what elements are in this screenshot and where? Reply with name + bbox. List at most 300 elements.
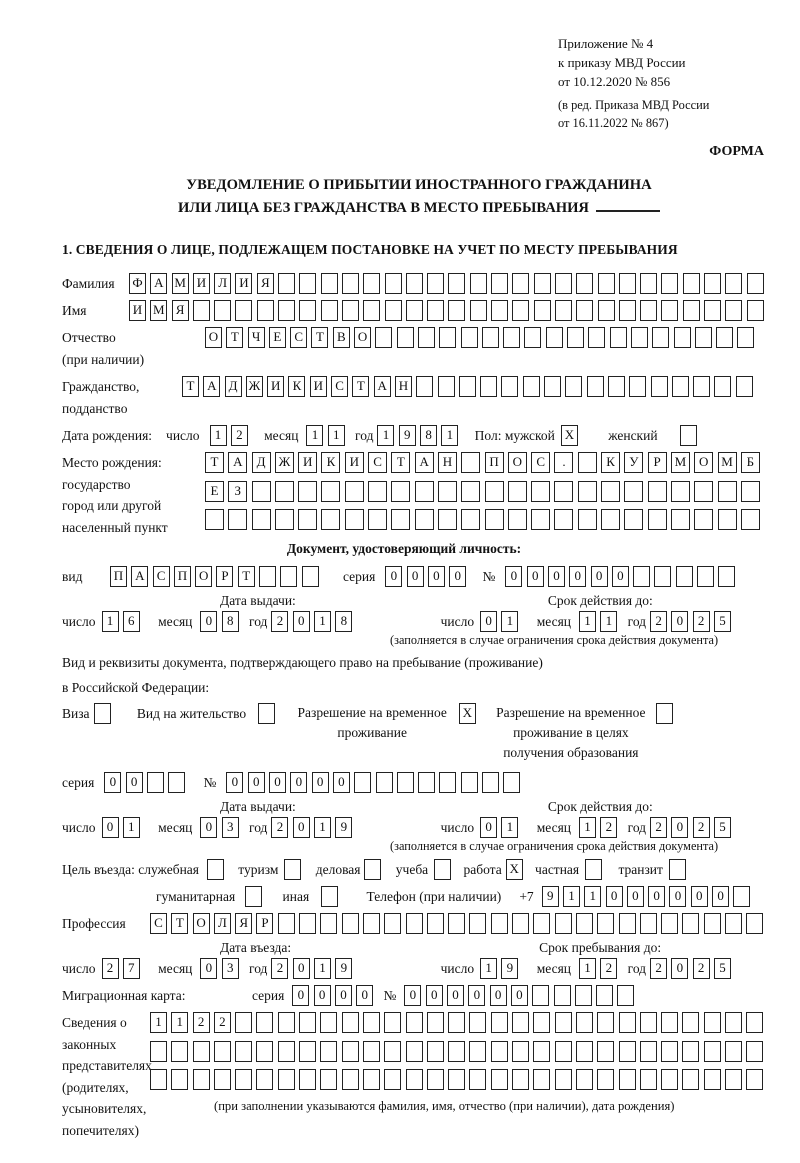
char-cell[interactable]: 2 bbox=[231, 425, 248, 446]
char-cell[interactable] bbox=[746, 1069, 763, 1090]
char-cell[interactable] bbox=[193, 1069, 210, 1090]
char-cell[interactable]: Д bbox=[225, 376, 242, 397]
char-cell[interactable] bbox=[554, 509, 573, 530]
char-cell[interactable]: И bbox=[235, 273, 252, 294]
char-cell[interactable]: 0 bbox=[404, 985, 421, 1006]
char-cell[interactable] bbox=[299, 273, 316, 294]
char-cell[interactable] bbox=[384, 1041, 401, 1062]
char-cell[interactable] bbox=[672, 376, 689, 397]
char-cell[interactable] bbox=[640, 913, 657, 934]
char-cell[interactable]: Н bbox=[438, 452, 457, 473]
char-cell[interactable]: 0 bbox=[312, 772, 329, 793]
char-cell[interactable] bbox=[546, 327, 563, 348]
char-cell[interactable] bbox=[725, 273, 742, 294]
char-cell[interactable] bbox=[588, 327, 605, 348]
char-cell[interactable]: К bbox=[321, 452, 340, 473]
char-cell[interactable]: 2 bbox=[271, 958, 288, 979]
char-cell[interactable] bbox=[299, 913, 316, 934]
char-cell[interactable] bbox=[214, 1041, 231, 1062]
char-cell[interactable] bbox=[597, 1069, 614, 1090]
char-cell[interactable] bbox=[576, 913, 593, 934]
char-cell[interactable] bbox=[533, 1069, 550, 1090]
char-cell[interactable] bbox=[438, 509, 457, 530]
char-cell[interactable]: 0 bbox=[248, 772, 265, 793]
char-cell[interactable] bbox=[746, 913, 763, 934]
char-cell[interactable]: О bbox=[193, 913, 210, 934]
char-cell[interactable] bbox=[448, 273, 465, 294]
char-cell[interactable]: 0 bbox=[480, 611, 497, 632]
char-cell[interactable] bbox=[619, 913, 636, 934]
char-cell[interactable] bbox=[619, 300, 636, 321]
char-cell[interactable]: 5 bbox=[714, 958, 731, 979]
char-cell[interactable] bbox=[597, 913, 614, 934]
char-cell[interactable]: 2 bbox=[214, 1012, 231, 1033]
char-cell[interactable]: 1 bbox=[501, 611, 518, 632]
char-cell[interactable]: 8 bbox=[420, 425, 437, 446]
char-cell[interactable]: Ж bbox=[246, 376, 263, 397]
char-cell[interactable] bbox=[363, 913, 380, 934]
char-cell[interactable]: И bbox=[310, 376, 327, 397]
char-cell[interactable] bbox=[619, 273, 636, 294]
char-cell[interactable] bbox=[576, 273, 593, 294]
char-cell[interactable] bbox=[320, 1069, 337, 1090]
char-cell[interactable] bbox=[385, 273, 402, 294]
char-cell[interactable]: И bbox=[345, 452, 364, 473]
char-cell[interactable] bbox=[193, 1041, 210, 1062]
char-cell[interactable] bbox=[320, 1041, 337, 1062]
char-cell[interactable]: 9 bbox=[501, 958, 518, 979]
char-cell[interactable]: 0 bbox=[606, 886, 623, 907]
char-cell[interactable]: 0 bbox=[505, 566, 522, 587]
char-cell[interactable] bbox=[533, 1041, 550, 1062]
char-cell[interactable]: 0 bbox=[648, 886, 665, 907]
male-checkbox[interactable]: X bbox=[561, 425, 578, 446]
work-checkbox[interactable]: X bbox=[506, 859, 523, 880]
char-cell[interactable] bbox=[427, 1012, 444, 1033]
char-cell[interactable] bbox=[682, 913, 699, 934]
char-cell[interactable] bbox=[391, 509, 410, 530]
char-cell[interactable] bbox=[533, 913, 550, 934]
char-cell[interactable] bbox=[737, 327, 754, 348]
char-cell[interactable]: 1 bbox=[501, 817, 518, 838]
char-cell[interactable] bbox=[512, 1041, 529, 1062]
residence-permit-checkbox[interactable] bbox=[258, 703, 275, 724]
char-cell[interactable] bbox=[654, 566, 671, 587]
char-cell[interactable]: 2 bbox=[271, 611, 288, 632]
char-cell[interactable] bbox=[747, 273, 764, 294]
char-cell[interactable] bbox=[704, 1041, 721, 1062]
char-cell[interactable] bbox=[171, 1041, 188, 1062]
char-cell[interactable] bbox=[544, 376, 561, 397]
char-cell[interactable] bbox=[278, 1069, 295, 1090]
char-cell[interactable] bbox=[695, 327, 712, 348]
char-cell[interactable]: И bbox=[298, 452, 317, 473]
char-cell[interactable] bbox=[342, 1041, 359, 1062]
char-cell[interactable] bbox=[704, 300, 721, 321]
char-cell[interactable] bbox=[619, 1041, 636, 1062]
char-cell[interactable]: П bbox=[110, 566, 127, 587]
char-cell[interactable] bbox=[718, 566, 735, 587]
char-cell[interactable] bbox=[427, 913, 444, 934]
char-cell[interactable] bbox=[576, 300, 593, 321]
char-cell[interactable]: 8 bbox=[335, 611, 352, 632]
char-cell[interactable] bbox=[512, 913, 529, 934]
char-cell[interactable] bbox=[512, 300, 529, 321]
char-cell[interactable] bbox=[363, 300, 380, 321]
char-cell[interactable] bbox=[235, 1069, 252, 1090]
char-cell[interactable] bbox=[652, 327, 669, 348]
char-cell[interactable] bbox=[693, 376, 710, 397]
char-cell[interactable]: 0 bbox=[428, 566, 445, 587]
char-cell[interactable]: М bbox=[172, 273, 189, 294]
char-cell[interactable]: 1 bbox=[123, 817, 140, 838]
char-cell[interactable] bbox=[368, 481, 387, 502]
char-cell[interactable] bbox=[524, 327, 541, 348]
char-cell[interactable] bbox=[427, 273, 444, 294]
char-cell[interactable] bbox=[694, 509, 713, 530]
char-cell[interactable] bbox=[427, 300, 444, 321]
char-cell[interactable] bbox=[448, 300, 465, 321]
char-cell[interactable] bbox=[661, 1012, 678, 1033]
char-cell[interactable] bbox=[633, 566, 650, 587]
char-cell[interactable] bbox=[150, 1069, 167, 1090]
char-cell[interactable] bbox=[648, 509, 667, 530]
char-cell[interactable] bbox=[418, 327, 435, 348]
char-cell[interactable]: 0 bbox=[511, 985, 528, 1006]
char-cell[interactable] bbox=[501, 376, 518, 397]
char-cell[interactable] bbox=[363, 1012, 380, 1033]
char-cell[interactable]: М bbox=[150, 300, 167, 321]
char-cell[interactable]: 0 bbox=[226, 772, 243, 793]
char-cell[interactable] bbox=[171, 1069, 188, 1090]
char-cell[interactable]: 0 bbox=[126, 772, 143, 793]
char-cell[interactable]: 3 bbox=[222, 958, 239, 979]
other-checkbox[interactable] bbox=[321, 886, 338, 907]
char-cell[interactable]: 2 bbox=[271, 817, 288, 838]
char-cell[interactable]: 1 bbox=[314, 817, 331, 838]
char-cell[interactable]: Б bbox=[741, 452, 760, 473]
char-cell[interactable] bbox=[508, 509, 527, 530]
char-cell[interactable] bbox=[725, 1069, 742, 1090]
char-cell[interactable] bbox=[321, 273, 338, 294]
char-cell[interactable]: А bbox=[131, 566, 148, 587]
char-cell[interactable]: А bbox=[228, 452, 247, 473]
char-cell[interactable]: Т bbox=[205, 452, 224, 473]
char-cell[interactable] bbox=[596, 985, 613, 1006]
char-cell[interactable] bbox=[469, 1041, 486, 1062]
char-cell[interactable]: 1 bbox=[171, 1012, 188, 1033]
char-cell[interactable]: 0 bbox=[480, 817, 497, 838]
char-cell[interactable] bbox=[597, 1012, 614, 1033]
char-cell[interactable] bbox=[438, 376, 455, 397]
char-cell[interactable] bbox=[302, 566, 319, 587]
char-cell[interactable] bbox=[406, 1041, 423, 1062]
char-cell[interactable]: Я bbox=[235, 913, 252, 934]
char-cell[interactable] bbox=[533, 1012, 550, 1033]
char-cell[interactable] bbox=[661, 1041, 678, 1062]
char-cell[interactable] bbox=[741, 481, 760, 502]
study-checkbox[interactable] bbox=[434, 859, 451, 880]
char-cell[interactable]: 1 bbox=[150, 1012, 167, 1033]
char-cell[interactable]: 2 bbox=[102, 958, 119, 979]
char-cell[interactable] bbox=[608, 376, 625, 397]
char-cell[interactable]: 0 bbox=[292, 985, 309, 1006]
char-cell[interactable]: О bbox=[508, 452, 527, 473]
char-cell[interactable]: 0 bbox=[527, 566, 544, 587]
char-cell[interactable]: О bbox=[195, 566, 212, 587]
char-cell[interactable]: 0 bbox=[712, 886, 729, 907]
char-cell[interactable]: 0 bbox=[591, 566, 608, 587]
char-cell[interactable] bbox=[461, 327, 478, 348]
char-cell[interactable] bbox=[275, 509, 294, 530]
char-cell[interactable]: 0 bbox=[293, 958, 310, 979]
char-cell[interactable] bbox=[640, 273, 657, 294]
char-cell[interactable]: 1 bbox=[210, 425, 227, 446]
char-cell[interactable] bbox=[469, 913, 486, 934]
char-cell[interactable]: 5 bbox=[714, 817, 731, 838]
char-cell[interactable] bbox=[674, 327, 691, 348]
char-cell[interactable]: 2 bbox=[600, 958, 617, 979]
char-cell[interactable] bbox=[697, 566, 714, 587]
char-cell[interactable] bbox=[651, 376, 668, 397]
char-cell[interactable]: 9 bbox=[399, 425, 416, 446]
char-cell[interactable] bbox=[661, 1069, 678, 1090]
char-cell[interactable]: Т bbox=[311, 327, 328, 348]
char-cell[interactable]: Т bbox=[238, 566, 255, 587]
char-cell[interactable] bbox=[448, 1069, 465, 1090]
char-cell[interactable] bbox=[725, 300, 742, 321]
char-cell[interactable]: 0 bbox=[669, 886, 686, 907]
char-cell[interactable] bbox=[736, 376, 753, 397]
char-cell[interactable]: Л bbox=[214, 913, 231, 934]
female-checkbox[interactable] bbox=[680, 425, 697, 446]
char-cell[interactable] bbox=[661, 273, 678, 294]
char-cell[interactable]: 2 bbox=[600, 817, 617, 838]
char-cell[interactable] bbox=[747, 300, 764, 321]
char-cell[interactable]: 0 bbox=[335, 985, 352, 1006]
char-cell[interactable]: О bbox=[205, 327, 222, 348]
char-cell[interactable] bbox=[385, 300, 402, 321]
char-cell[interactable] bbox=[619, 1012, 636, 1033]
char-cell[interactable] bbox=[354, 772, 371, 793]
char-cell[interactable] bbox=[406, 300, 423, 321]
char-cell[interactable] bbox=[415, 481, 434, 502]
char-cell[interactable] bbox=[555, 300, 572, 321]
char-cell[interactable] bbox=[376, 772, 393, 793]
char-cell[interactable] bbox=[661, 913, 678, 934]
char-cell[interactable] bbox=[718, 481, 737, 502]
char-cell[interactable] bbox=[228, 509, 247, 530]
char-cell[interactable] bbox=[485, 509, 504, 530]
char-cell[interactable] bbox=[534, 273, 551, 294]
char-cell[interactable]: 2 bbox=[650, 958, 667, 979]
char-cell[interactable] bbox=[168, 772, 185, 793]
char-cell[interactable]: С bbox=[331, 376, 348, 397]
char-cell[interactable] bbox=[485, 481, 504, 502]
char-cell[interactable]: 0 bbox=[447, 985, 464, 1006]
char-cell[interactable] bbox=[427, 1041, 444, 1062]
char-cell[interactable] bbox=[470, 273, 487, 294]
char-cell[interactable]: А bbox=[374, 376, 391, 397]
char-cell[interactable] bbox=[252, 509, 271, 530]
transit-checkbox[interactable] bbox=[669, 859, 686, 880]
char-cell[interactable]: 5 bbox=[714, 611, 731, 632]
char-cell[interactable]: 0 bbox=[356, 985, 373, 1006]
char-cell[interactable]: 0 bbox=[691, 886, 708, 907]
char-cell[interactable] bbox=[321, 300, 338, 321]
char-cell[interactable] bbox=[342, 1069, 359, 1090]
char-cell[interactable] bbox=[461, 481, 480, 502]
char-cell[interactable] bbox=[733, 886, 750, 907]
char-cell[interactable] bbox=[676, 566, 693, 587]
char-cell[interactable] bbox=[640, 1069, 657, 1090]
char-cell[interactable] bbox=[704, 1012, 721, 1033]
char-cell[interactable] bbox=[342, 913, 359, 934]
char-cell[interactable] bbox=[587, 376, 604, 397]
char-cell[interactable] bbox=[320, 913, 337, 934]
char-cell[interactable] bbox=[725, 1041, 742, 1062]
char-cell[interactable] bbox=[427, 1069, 444, 1090]
char-cell[interactable] bbox=[567, 327, 584, 348]
char-cell[interactable] bbox=[746, 1012, 763, 1033]
char-cell[interactable] bbox=[640, 1012, 657, 1033]
char-cell[interactable] bbox=[683, 273, 700, 294]
char-cell[interactable]: Т bbox=[391, 452, 410, 473]
char-cell[interactable]: Ф bbox=[129, 273, 146, 294]
char-cell[interactable] bbox=[512, 1012, 529, 1033]
char-cell[interactable] bbox=[214, 300, 231, 321]
char-cell[interactable]: 0 bbox=[102, 817, 119, 838]
char-cell[interactable]: 0 bbox=[627, 886, 644, 907]
char-cell[interactable] bbox=[640, 1041, 657, 1062]
char-cell[interactable] bbox=[482, 772, 499, 793]
char-cell[interactable] bbox=[298, 481, 317, 502]
char-cell[interactable] bbox=[469, 1069, 486, 1090]
char-cell[interactable] bbox=[554, 985, 571, 1006]
business-checkbox[interactable] bbox=[364, 859, 381, 880]
char-cell[interactable] bbox=[576, 1012, 593, 1033]
char-cell[interactable] bbox=[299, 300, 316, 321]
char-cell[interactable]: 1 bbox=[579, 817, 596, 838]
char-cell[interactable] bbox=[439, 772, 456, 793]
char-cell[interactable] bbox=[578, 481, 597, 502]
char-cell[interactable] bbox=[469, 1012, 486, 1033]
char-cell[interactable] bbox=[384, 1069, 401, 1090]
char-cell[interactable] bbox=[320, 1012, 337, 1033]
char-cell[interactable] bbox=[391, 481, 410, 502]
char-cell[interactable] bbox=[683, 300, 700, 321]
char-cell[interactable]: 6 bbox=[123, 611, 140, 632]
char-cell[interactable] bbox=[624, 509, 643, 530]
char-cell[interactable] bbox=[363, 1041, 380, 1062]
char-cell[interactable] bbox=[704, 913, 721, 934]
char-cell[interactable]: 1 bbox=[579, 958, 596, 979]
official-checkbox[interactable] bbox=[207, 859, 224, 880]
char-cell[interactable] bbox=[345, 481, 364, 502]
char-cell[interactable]: 0 bbox=[314, 985, 331, 1006]
char-cell[interactable]: Н bbox=[395, 376, 412, 397]
char-cell[interactable]: И bbox=[129, 300, 146, 321]
char-cell[interactable] bbox=[448, 913, 465, 934]
char-cell[interactable] bbox=[624, 481, 643, 502]
char-cell[interactable] bbox=[714, 376, 731, 397]
tourism-checkbox[interactable] bbox=[284, 859, 301, 880]
char-cell[interactable]: Т bbox=[182, 376, 199, 397]
char-cell[interactable] bbox=[578, 452, 597, 473]
char-cell[interactable] bbox=[278, 1012, 295, 1033]
char-cell[interactable] bbox=[461, 772, 478, 793]
char-cell[interactable] bbox=[597, 1041, 614, 1062]
char-cell[interactable]: С bbox=[531, 452, 550, 473]
char-cell[interactable]: А bbox=[150, 273, 167, 294]
char-cell[interactable] bbox=[610, 327, 627, 348]
char-cell[interactable]: Р bbox=[256, 913, 273, 934]
char-cell[interactable] bbox=[214, 1069, 231, 1090]
char-cell[interactable]: 0 bbox=[671, 817, 688, 838]
char-cell[interactable] bbox=[531, 509, 550, 530]
char-cell[interactable] bbox=[531, 481, 550, 502]
char-cell[interactable] bbox=[278, 273, 295, 294]
char-cell[interactable]: 0 bbox=[671, 958, 688, 979]
char-cell[interactable] bbox=[640, 300, 657, 321]
char-cell[interactable]: М bbox=[671, 452, 690, 473]
char-cell[interactable] bbox=[252, 481, 271, 502]
char-cell[interactable]: Ч bbox=[248, 327, 265, 348]
char-cell[interactable]: 0 bbox=[569, 566, 586, 587]
char-cell[interactable] bbox=[523, 376, 540, 397]
char-cell[interactable] bbox=[704, 1069, 721, 1090]
char-cell[interactable]: 0 bbox=[426, 985, 443, 1006]
char-cell[interactable]: М bbox=[718, 452, 737, 473]
char-cell[interactable]: 0 bbox=[612, 566, 629, 587]
char-cell[interactable] bbox=[718, 509, 737, 530]
char-cell[interactable]: 9 bbox=[542, 886, 559, 907]
char-cell[interactable] bbox=[671, 509, 690, 530]
char-cell[interactable] bbox=[259, 566, 276, 587]
char-cell[interactable] bbox=[256, 1012, 273, 1033]
char-cell[interactable]: 1 bbox=[441, 425, 458, 446]
char-cell[interactable] bbox=[406, 1069, 423, 1090]
char-cell[interactable]: 0 bbox=[269, 772, 286, 793]
char-cell[interactable]: 0 bbox=[671, 611, 688, 632]
char-cell[interactable] bbox=[617, 985, 634, 1006]
char-cell[interactable]: Т bbox=[171, 913, 188, 934]
char-cell[interactable]: 0 bbox=[104, 772, 121, 793]
char-cell[interactable]: 1 bbox=[579, 611, 596, 632]
char-cell[interactable]: 2 bbox=[650, 611, 667, 632]
char-cell[interactable] bbox=[694, 481, 713, 502]
char-cell[interactable] bbox=[418, 772, 435, 793]
char-cell[interactable] bbox=[439, 327, 456, 348]
char-cell[interactable]: 0 bbox=[449, 566, 466, 587]
char-cell[interactable] bbox=[532, 985, 549, 1006]
temp-residence-edu-checkbox[interactable] bbox=[656, 703, 673, 724]
char-cell[interactable] bbox=[503, 327, 520, 348]
char-cell[interactable] bbox=[555, 273, 572, 294]
char-cell[interactable] bbox=[342, 300, 359, 321]
char-cell[interactable]: 9 bbox=[335, 817, 352, 838]
char-cell[interactable]: С bbox=[290, 327, 307, 348]
char-cell[interactable] bbox=[363, 273, 380, 294]
char-cell[interactable]: А bbox=[415, 452, 434, 473]
char-cell[interactable]: 1 bbox=[314, 958, 331, 979]
char-cell[interactable]: 1 bbox=[563, 886, 580, 907]
char-cell[interactable]: П bbox=[174, 566, 191, 587]
char-cell[interactable]: 2 bbox=[193, 1012, 210, 1033]
char-cell[interactable] bbox=[601, 481, 620, 502]
char-cell[interactable]: 9 bbox=[335, 958, 352, 979]
char-cell[interactable] bbox=[631, 327, 648, 348]
